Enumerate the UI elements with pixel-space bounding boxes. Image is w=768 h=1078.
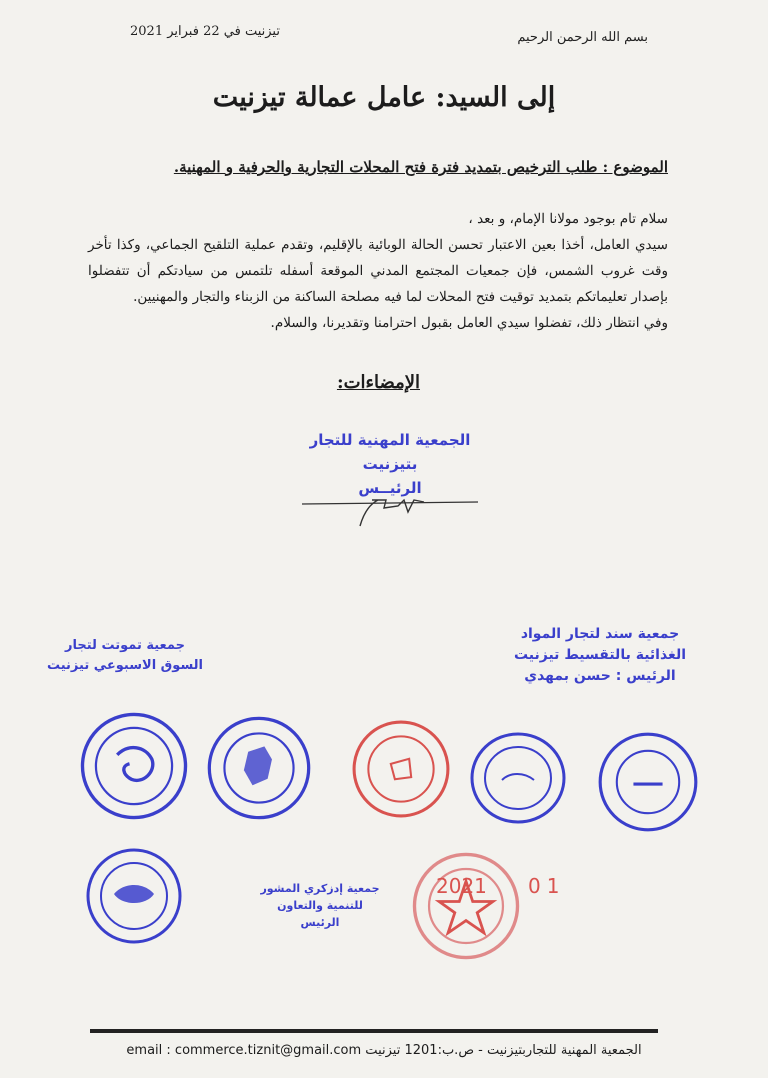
signatures-label: الإمضاءات:	[336, 372, 420, 393]
basmala: بسم الله الرحمن الرحيم	[517, 30, 648, 45]
signatory-main-line1: الجمعية المهنية للتجار	[309, 431, 471, 449]
main-paragraph: سيدي العامل، أخذا بعين الاعتبار تحسن الحالة الوبائية بالإقليم، وتقدم عملية التلقيح الجماعي، وكذا تأخر وقت غروب الشمس، فإن جمعيات المجتمع المدني الموقعة أسفله تلتمس من سيادتكم أن تتفضلوا بإصدار تعليماتكم بتمديد توقيت فتح المحلات لما فيه مصلحة الساكنة من الزبناء والتجار والمهنيين.	[88, 237, 668, 305]
signatory-left	[40, 636, 210, 676]
blue-stamp-4	[596, 730, 700, 834]
signatory-middle-line3: الرئيس	[300, 916, 340, 929]
letter-title: إلى السيد: عامل عمالة تيزنيت	[212, 82, 556, 113]
letter-date: تيزنيت في 22 فبراير 2021	[130, 24, 280, 39]
blue-stamp-5	[80, 846, 188, 946]
handwritten-signature	[300, 490, 480, 530]
signatory-middle-line2: للتنمية والتعاون	[277, 899, 363, 912]
signatory-middle	[235, 880, 405, 931]
signatory-main-line3: الرئيــس	[358, 479, 422, 497]
signatory-right-line1: جمعية سند لتجار المواد	[520, 626, 680, 642]
blue-stamp-3	[464, 728, 572, 828]
signatory-left-line1: جمعية تموتت لتجار	[65, 638, 185, 653]
footer-contact: الجمعية المهنية للتجاربتيزنيت - ص.ب:1201 تيزنيت email : commerce.tiznit@gmail.com	[126, 1043, 642, 1058]
signatory-right-line2: الغذائية بالتقسيط تيزنيت	[513, 647, 687, 663]
closing-line: وفي انتظار ذلك، تفضلوا سيدي العامل بقبول احترامنا وتقديرنا، والسلام.	[270, 315, 668, 331]
signatory-left-line2: السوق الاسبوعي تيزنيت	[46, 658, 204, 673]
blue-stamp-2	[205, 712, 313, 824]
footer-divider	[90, 1029, 658, 1033]
signatory-right	[510, 624, 690, 687]
red-stamp-1	[350, 718, 452, 820]
signatory-middle-line1: جمعية إدزكري المشور	[260, 882, 380, 895]
blue-stamp-1	[78, 710, 190, 822]
red-stamp-year: 2021	[436, 874, 487, 898]
signatory-right-line3: الرئيس : حسن بمهدي	[524, 668, 676, 684]
red-stamp-number: 01	[528, 874, 566, 898]
greeting: سلام تام بوجود مولانا الإمام، و بعد ،	[468, 211, 668, 227]
letter-body	[88, 206, 668, 336]
red-official-stamp	[408, 850, 524, 962]
signatory-main-line2: بتيزنيت	[362, 455, 418, 473]
letter-subject: الموضوع : طلب الترخيص بتمديد فترة فتح المحلات التجارية والحرفية و المهنية.	[173, 158, 668, 176]
